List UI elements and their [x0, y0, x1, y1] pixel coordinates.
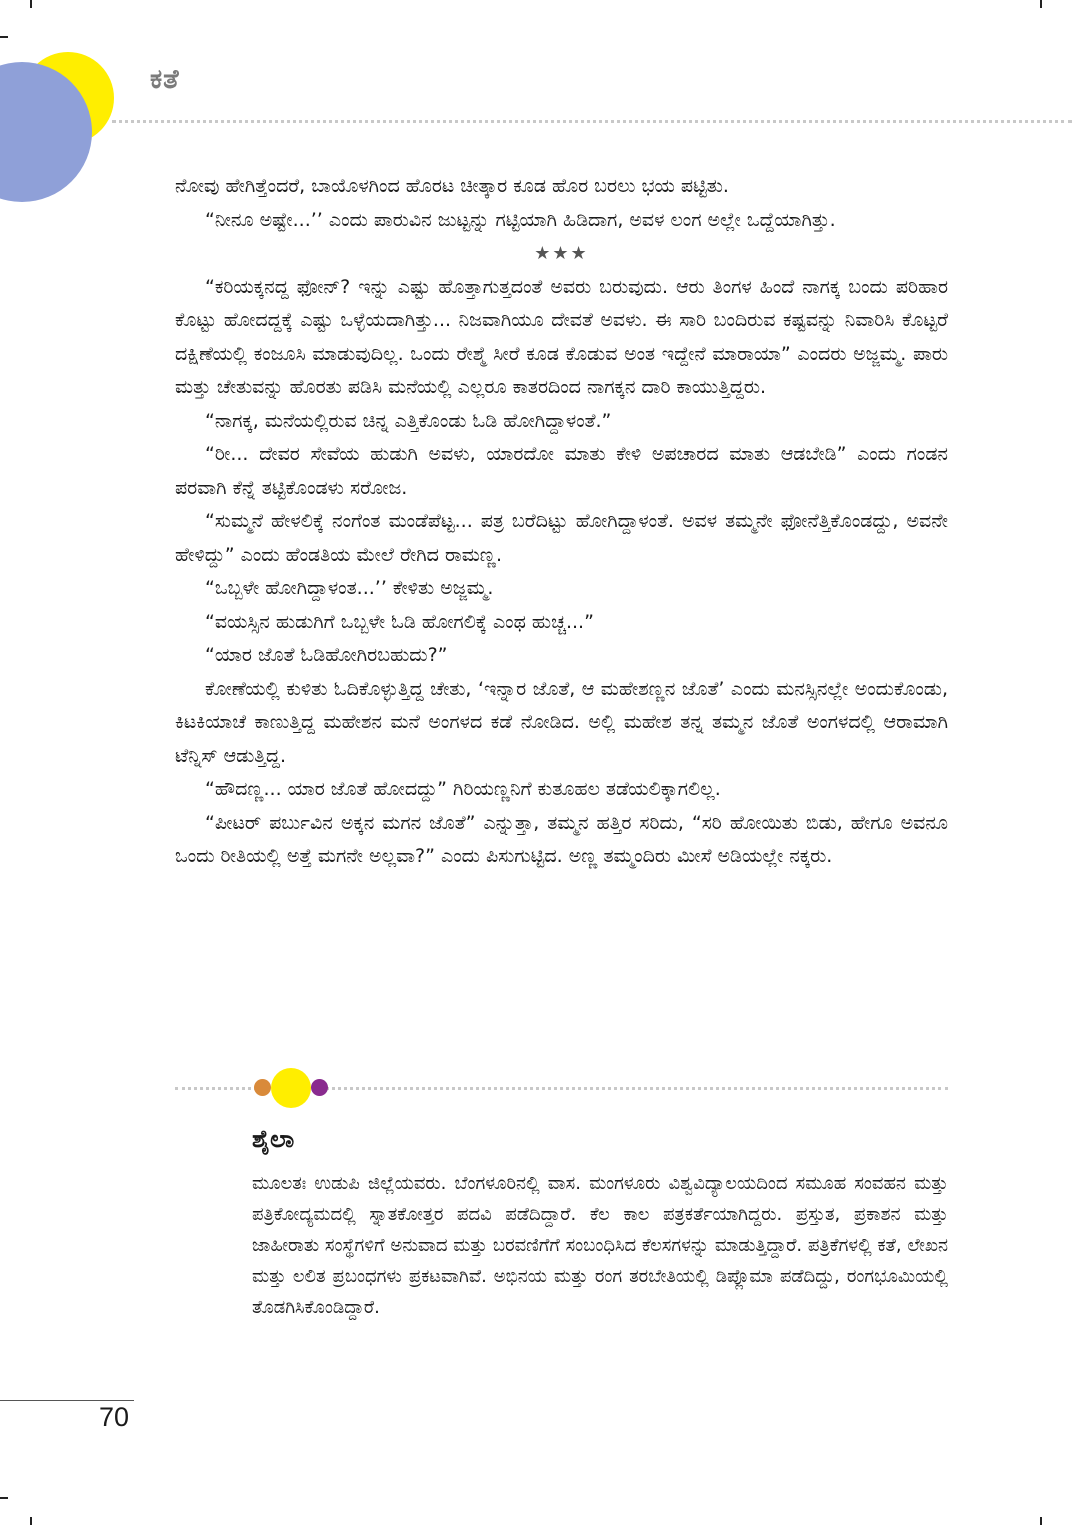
story-paragraph: “ನೀನೂ ಅಷ್ಟೇ...’’ ಎಂದು ಪಾರುವಿನ ಜುಟ್ಟನ್ನು ಗಟ್ಟಿಯಾಗಿ ಹಿಡಿದಾಗ, ಅವಳ ಲಂಗ ಅಲ್ಲೇ ಒದ್ದೆಯಾಗಿತ್ತು.: [205, 208, 836, 231]
crop-mark-top-left: [30, 0, 32, 8]
crop-mark-left-upper: [0, 36, 8, 38]
crop-mark-left-lower: [0, 1497, 8, 1499]
story-paragraph: ಕೋಣೆಯಲ್ಲಿ ಕುಳಿತು ಓದಿಕೊಳ್ಳುತ್ತಿದ್ದ ಚೇತು, ‘ಇನ್ನಾರ ಜೊತೆ, ಆ ಮಹೇಶಣ್ಣನ ಜೊತೆ’ ಎಂದು ಮನಸ್ಸಿನಲ್ಲೇ ಅಂದುಕೊಂಡು, ಕಿಟಕಿಯಾಚೆ ಕಾಣುತ್ತಿದ್ದ ಮಹೇಶನ ಮನೆ ಅಂಗಳದ ಕಡೆ ನೋಡಿದ. ಅಲ್ಲಿ ಮಹೇಶ ತನ್ನ ತಮ್ಮನ ಜೊತೆ ಅಂಗಳದಲ್ಲಿ ಆರಾಮಾಗಿ ಟೆನ್ನಿಸ್ ಆಡುತ್ತಿದ್ದ.: [175, 677, 948, 767]
bio-purple-dot: [311, 1079, 328, 1096]
bio-yellow-dot: [271, 1068, 311, 1108]
story-paragraph: “ಒಬ್ಬಳೇ ಹೋಗಿದ್ದಾಳಂತ...’’ ಕೇಳಿತು ಅಜ್ಜಮ್ಮ.: [205, 577, 494, 599]
page-number: 70: [99, 1402, 130, 1432]
story-paragraph: “ನಾಗಕ್ಕ, ಮನೆಯಲ್ಲಿರುವ ಚಿನ್ನ ಎತ್ತಿಕೊಂಡು ಓಡಿ ಹೋಗಿದ್ದಾಳಂತೆ.”: [205, 409, 612, 432]
header-dotted-rule: [112, 120, 1072, 123]
story-paragraph: “ವಯಸ್ಸಿನ ಹುಡುಗಿಗೆ ಒಬ್ಬಳೇ ಓಡಿ ಹೋಗಲಿಕ್ಕೆ ಎಂಥ ಹುಚ್ಚ...”: [205, 610, 594, 633]
story-paragraph: “ಪೀಟರ್ ಪರ್ಬುವಿನ ಅಕ್ಕನ ಮಗನ ಜೊತೆ” ಎನ್ನುತ್ತಾ, ತಮ್ಮನ ಹತ್ತಿರ ಸರಿದು, “ಸರಿ ಹೋಯಿತು ಬಿಡು, ಹೇಗೂ ಅವನೂ ಒಂದು ರೀತಿಯಲ್ಲಿ ಅತ್ತೆ ಮಗನೇ ಅಲ್ಲವಾ?” ಎಂದು ಪಿಸುಗುಟ್ಟಿದ. ಅಣ್ಣ ತಮ್ಮಂದಿರು ಮೀಸೆ ಅಡಿಯಲ್ಲೇ ನಕ್ಕರು.: [175, 811, 948, 867]
author-bio: ಮೂಲತಃ ಉಡುಪಿ ಜಿಲ್ಲೆಯವರು. ಬೆಂಗಳೂರಿನಲ್ಲಿ ವಾಸ. ಮಂಗಳೂರು ವಿಶ್ವವಿದ್ಯಾಲಯದಿಂದ ಸಮೂಹ ಸಂವಹನ ಮತ್ತು ಪತ್ರಿಕೋದ್ಯಮದಲ್ಲಿ ಸ್ನಾತಕೋತ್ತರ ಪದವಿ ಪಡೆದಿದ್ದಾರೆ. ಕೆಲ ಕಾಲ ಪತ್ರಕರ್ತೆಯಾಗಿದ್ದರು. ಪ್ರಸ್ತುತ, ಪ್ರಕಾಶನ ಮತ್ತು ಜಾಹೀರಾತು ಸಂಸ್ಥೆಗಳಿಗೆ ಅನುವಾದ ಮತ್ತು ಬರವಣಿಗೆಗೆ ಸಂಬಂಧಿಸಿದ ಕೆಲಸಗಳನ್ನು ಮಾಡುತ್ತಿದ್ದಾರೆ. ಪತ್ರಿಕೆಗಳಲ್ಲಿ ಕತೆ, ಲೇಖನ ಮತ್ತು ಲಲಿತ ಪ್ರಬಂಧಗಳು ಪ್ರಕಟವಾಗಿವೆ. ಅಭಿನಯ ಮತ್ತು ರಂಗ ತರಬೇತಿಯಲ್ಲಿ ಡಿಪ್ಲೊಮಾ ಪಡೆದಿದ್ದು, ರಂಗಭೂಮಿಯಲ್ಲಿ ತೊಡಗಿಸಿಕೊಂಡಿದ್ದಾರೆ.: [252, 1173, 948, 1318]
section-title: ಕತೆ: [150, 64, 180, 95]
story-paragraph: “ಯಾರ ಜೊತೆ ಓಡಿಹೋಗಿರಬಹುದು?”: [205, 644, 448, 666]
section-break-stars: ★★★: [534, 243, 589, 264]
crop-mark-bottom-right: [1040, 1517, 1042, 1525]
footer-rule: [0, 1400, 134, 1401]
bio-orange-dot: [254, 1079, 271, 1096]
author-name: ಶೈಲಾ: [252, 1125, 295, 1153]
story-paragraph: ನೋವು ಹೇಗಿತ್ತೆಂದರೆ, ಬಾಯೊಳಗಿಂದ ಹೊರಟ ಚೀತ್ಕಾರ ಕೂಡ ಹೊರ ಬರಲು ಭಯ ಪಟ್ಟಿತು.: [175, 175, 729, 197]
story-paragraph: “ರೀ... ದೇವರ ಸೇವೆಯ ಹುಡುಗಿ ಅವಳು, ಯಾರದೋ ಮಾತು ಕೇಳಿ ಅಪಚಾರದ ಮಾತು ಆಡಬೇಡಿ” ಎಂದು ಗಂಡನ ಪರವಾಗಿ ಕೆನ್ನೆ ತಟ್ಟಿಕೊಂಡಳು ಸರೋಜ.: [175, 443, 948, 499]
story-paragraph: “ಹೌದಣ್ಣ... ಯಾರ ಜೊತೆ ಹೋದದ್ದು” ಗಿರಿಯಣ್ಣನಿಗೆ ಕುತೂಹಲ ತಡೆಯಲಿಕ್ಕಾಗಲಿಲ್ಲ.: [205, 778, 721, 800]
story-paragraph: “ಸುಮ್ಮನೆ ಹೇಳಲಿಕ್ಕೆ ನಂಗೆಂತ ಮಂಡೆಪೆಟ್ಟ... ಪತ್ರ ಬರೆದಿಟ್ಟು ಹೋಗಿದ್ದಾಳಂತೆ. ಅವಳ ತಮ್ಮನೇ ಫೋನೆತ್ತಿಕೊಂಡದ್ದು, ಅವನೇ ಹೇಳಿದ್ದು” ಎಂದು ಹೆಂಡತಿಯ ಮೇಲೆ ರೇಗಿದ ರಾಮಣ್ಣ.: [175, 510, 948, 566]
crop-mark-top-right: [1040, 0, 1042, 8]
story-paragraph: “ಕರಿಯಕ್ಕನದ್ದ ಫೋನ್? ಇನ್ನು ಎಷ್ಟು ಹೊತ್ತಾಗುತ್ತದಂತೆ ಅವರು ಬರುವುದು. ಆರು ತಿಂಗಳ ಹಿಂದೆ ನಾಗಕ್ಕ ಬಂದು ಪರಿಹಾರ ಕೊಟ್ಟು ಹೋದದ್ದಕ್ಕೆ ಎಷ್ಟು ಒಳ್ಳೆಯದಾಗಿತ್ತು... ನಿಜವಾಗಿಯೂ ದೇವತೆ ಅವಳು. ಈ ಸಾರಿ ಬಂದಿರುವ ಕಷ್ಟವನ್ನು ನಿವಾರಿಸಿ ಕೊಟ್ಟರೆ ದಕ್ಷಿಣೆಯಲ್ಲಿ ಕಂಜೂಸಿ ಮಾಡುವುದಿಲ್ಲ. ಒಂದು ರೇಶ್ಮೆ ಸೀರೆ ಕೂಡ ಕೊಡುವ ಅಂತ ಇದ್ದೇನೆ ಮಾರಾಯಾ” ಎಂದರು ಅಜ್ಜಮ್ಮ. ಪಾರು ಮತ್ತು ಚೇತುವನ್ನು ಹೊರತು ಪಡಿಸಿ ಮನೆಯಲ್ಲಿ ಎಲ್ಲರೂ ಕಾತರದಿಂದ ನಾಗಕ್ಕನ ದಾರಿ ಕಾಯುತ್ತಿದ್ದರು.: [175, 275, 948, 398]
story-body: [175, 170, 948, 874]
crop-mark-bottom-left: [30, 1517, 32, 1525]
